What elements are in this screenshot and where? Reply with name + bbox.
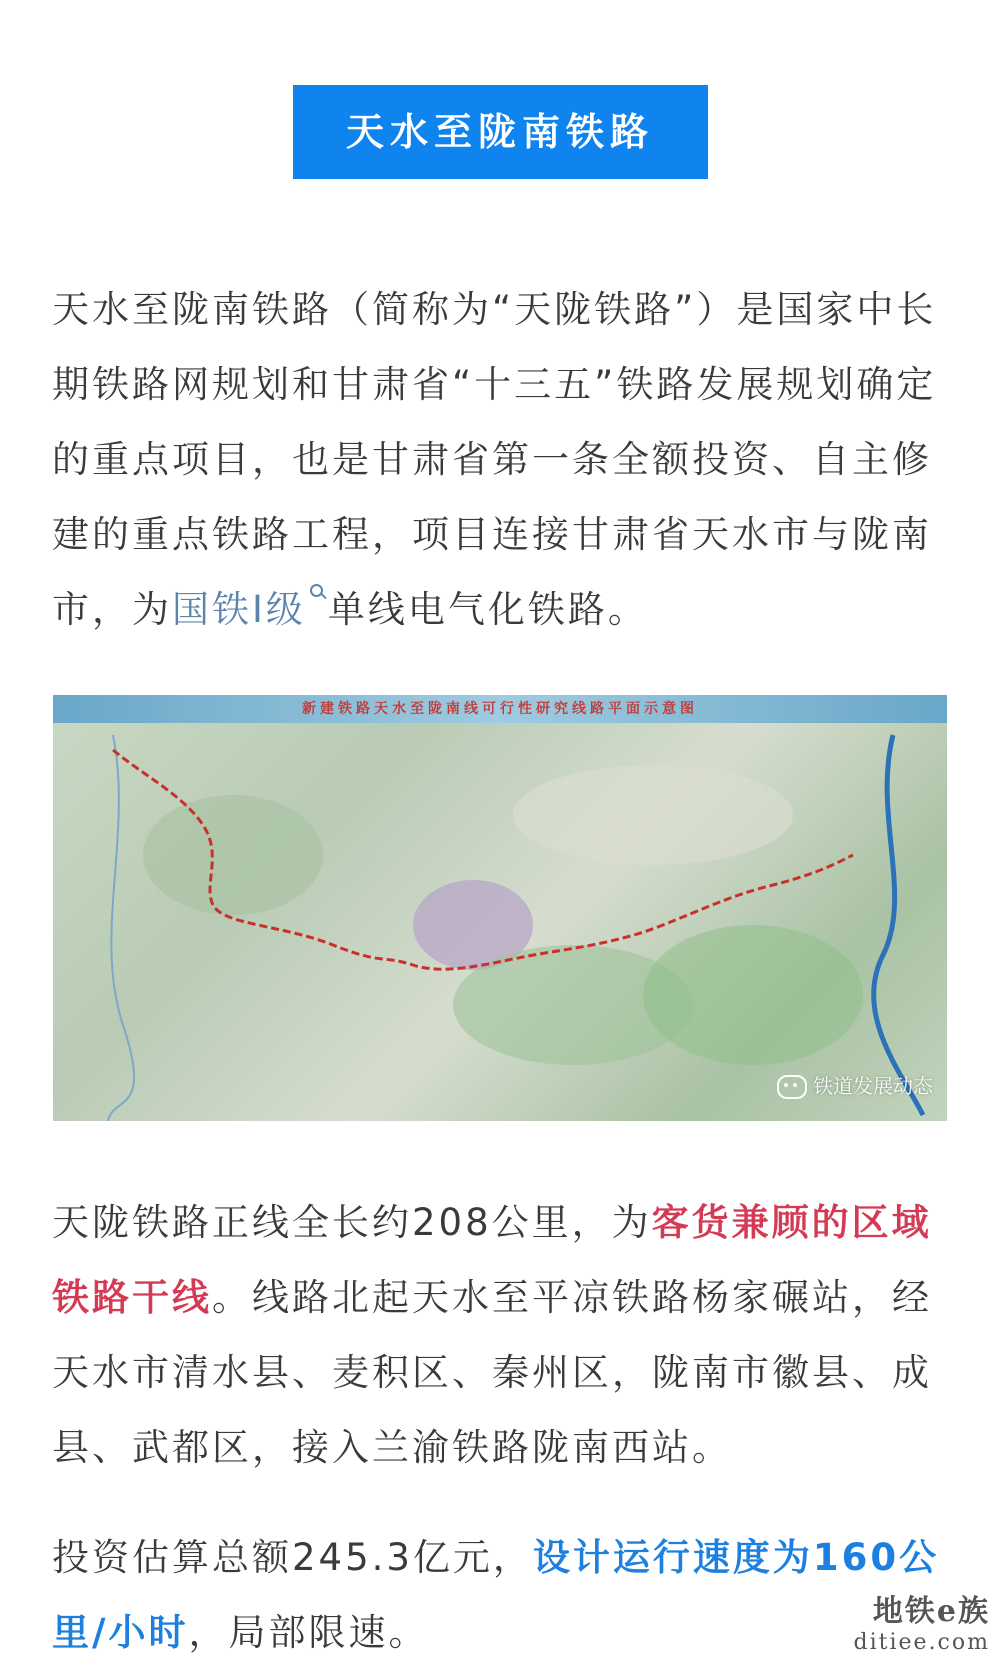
route-paragraph: [52, 1185, 952, 1485]
investment-text-end: ，局部限速。: [188, 1611, 429, 1654]
section-title-banner: 天水至陇南铁路: [293, 85, 708, 179]
intro-text: 天水至陇南铁路（简称为“天陇铁路”）是国家中长期铁路网规划和甘肃省“十三五”铁路发展规划确定的重点项目，也是甘肃省第一条全额投资、自主修建的重点铁路工程，项目连接甘肃省天水市与陇南市，为: [52, 288, 937, 631]
route-map-image: [53, 695, 947, 1121]
site-watermark: [854, 1586, 990, 1655]
investment-text: 投资估算总额245.3亿元，: [52, 1536, 533, 1579]
banner-container: [0, 85, 1000, 179]
map-title: 新建铁路天水至陇南线可行性研究线路平面示意图: [302, 701, 698, 717]
search-icon[interactable]: [308, 584, 328, 608]
route-highlight: 客货兼顾的区域铁路干线: [52, 1201, 932, 1319]
map-watermark-text: 铁道发展动态: [813, 1073, 933, 1098]
railway-grade-link[interactable]: 国铁Ⅰ级: [172, 588, 306, 631]
investment-paragraph: [52, 1520, 952, 1670]
route-text: 天陇铁路正线全长约208公里，为: [52, 1201, 652, 1244]
intro-paragraph: [52, 272, 952, 647]
site-watermark-name: 地铁e族: [872, 1594, 990, 1629]
wechat-icon: [777, 1075, 807, 1099]
site-watermark-domain: ditiee.com: [853, 1630, 990, 1655]
map-watermark: [777, 1070, 933, 1100]
intro-text-end: 单线电气化铁路。: [327, 588, 648, 631]
route-map-graphic: [53, 695, 947, 1121]
speed-highlight: 设计运行速度为160公里/小时: [52, 1536, 940, 1654]
route-text-end: 。线路北起天水至平凉铁路杨家碾站，经天水市清水县、麦积区、秦州区，陇南市徽县、成县、武都区，接入兰渝铁路陇南西站。: [52, 1276, 932, 1469]
